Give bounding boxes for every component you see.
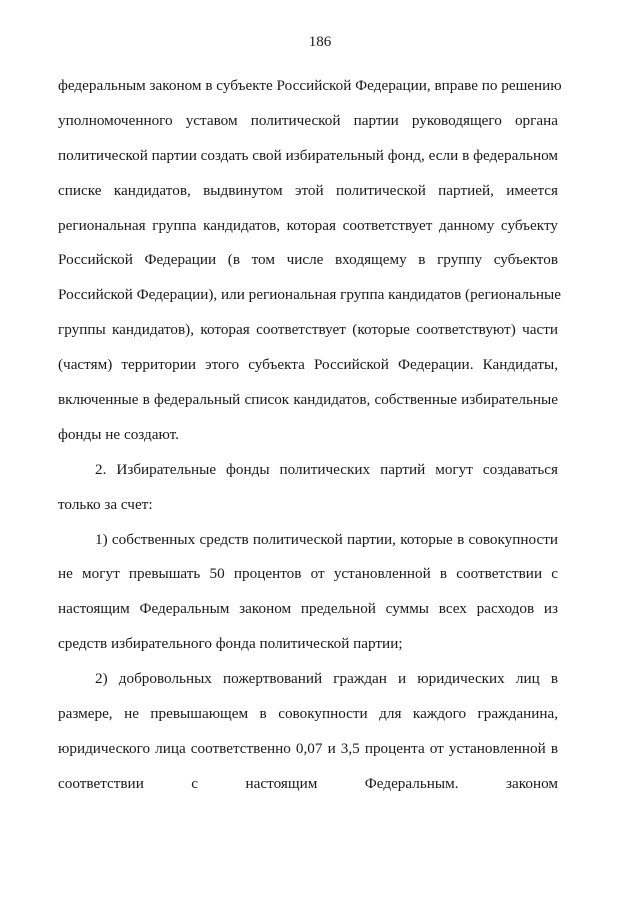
text-line: политической партии создать свой избирательный фонд, если в федеральном (58, 146, 558, 164)
text-line: уполномоченного уставом политической партии руководящего органа (58, 111, 558, 129)
text-line: 2. Избирательные фонды политических партий могут создаваться (95, 460, 558, 478)
text-line: фонды не создают. (58, 425, 179, 443)
text-line: федеральным законом в субъекте Российской Федерации, вправе по решению (58, 77, 562, 94)
text-line: Российской Федерации (в том числе входящему в группу субъектов (58, 251, 558, 269)
document-body (58, 76, 562, 809)
text-line: 2) добровольных пожертвований граждан и юридических лиц в (95, 670, 558, 688)
text-line: юридического лица соответственно 0,07 и 3,5 процента от установленной в (58, 739, 558, 757)
text-line: региональная группа кандидатов, которая соответствует данному субъекту (58, 216, 558, 234)
text-line: списке кандидатов, выдвинутом этой политической партией, имеется (58, 181, 558, 199)
text-line: Российской Федерации), или региональная группа кандидатов (региональные (58, 286, 561, 304)
page-number: 186 (308, 34, 332, 50)
text-line: не могут превышать 50 процентов от установленной в соответствии с (58, 565, 558, 583)
text-line: размере, не превышающем в совокупности для каждого гражданина, (58, 705, 558, 723)
text-line: (частям) территории этого субъекта Российской Федерации. Кандидаты, (58, 356, 558, 374)
text-line: настоящим Федеральным законом предельной суммы всех расходов из (58, 600, 558, 618)
text-line: только за счет: (58, 495, 153, 513)
text-line: соответствии с настоящим Федеральным. законом (58, 774, 558, 792)
text-line: 1) собственных средств политической партии, которые в совокупности (95, 530, 558, 548)
text-line: группы кандидатов), которая соответствует (которые соответствуют) части (58, 321, 558, 339)
text-line: включенные в федеральный список кандидатов, собственные избирательные (58, 391, 558, 409)
text-line: средств избирательного фонда политической партии; (58, 635, 403, 653)
